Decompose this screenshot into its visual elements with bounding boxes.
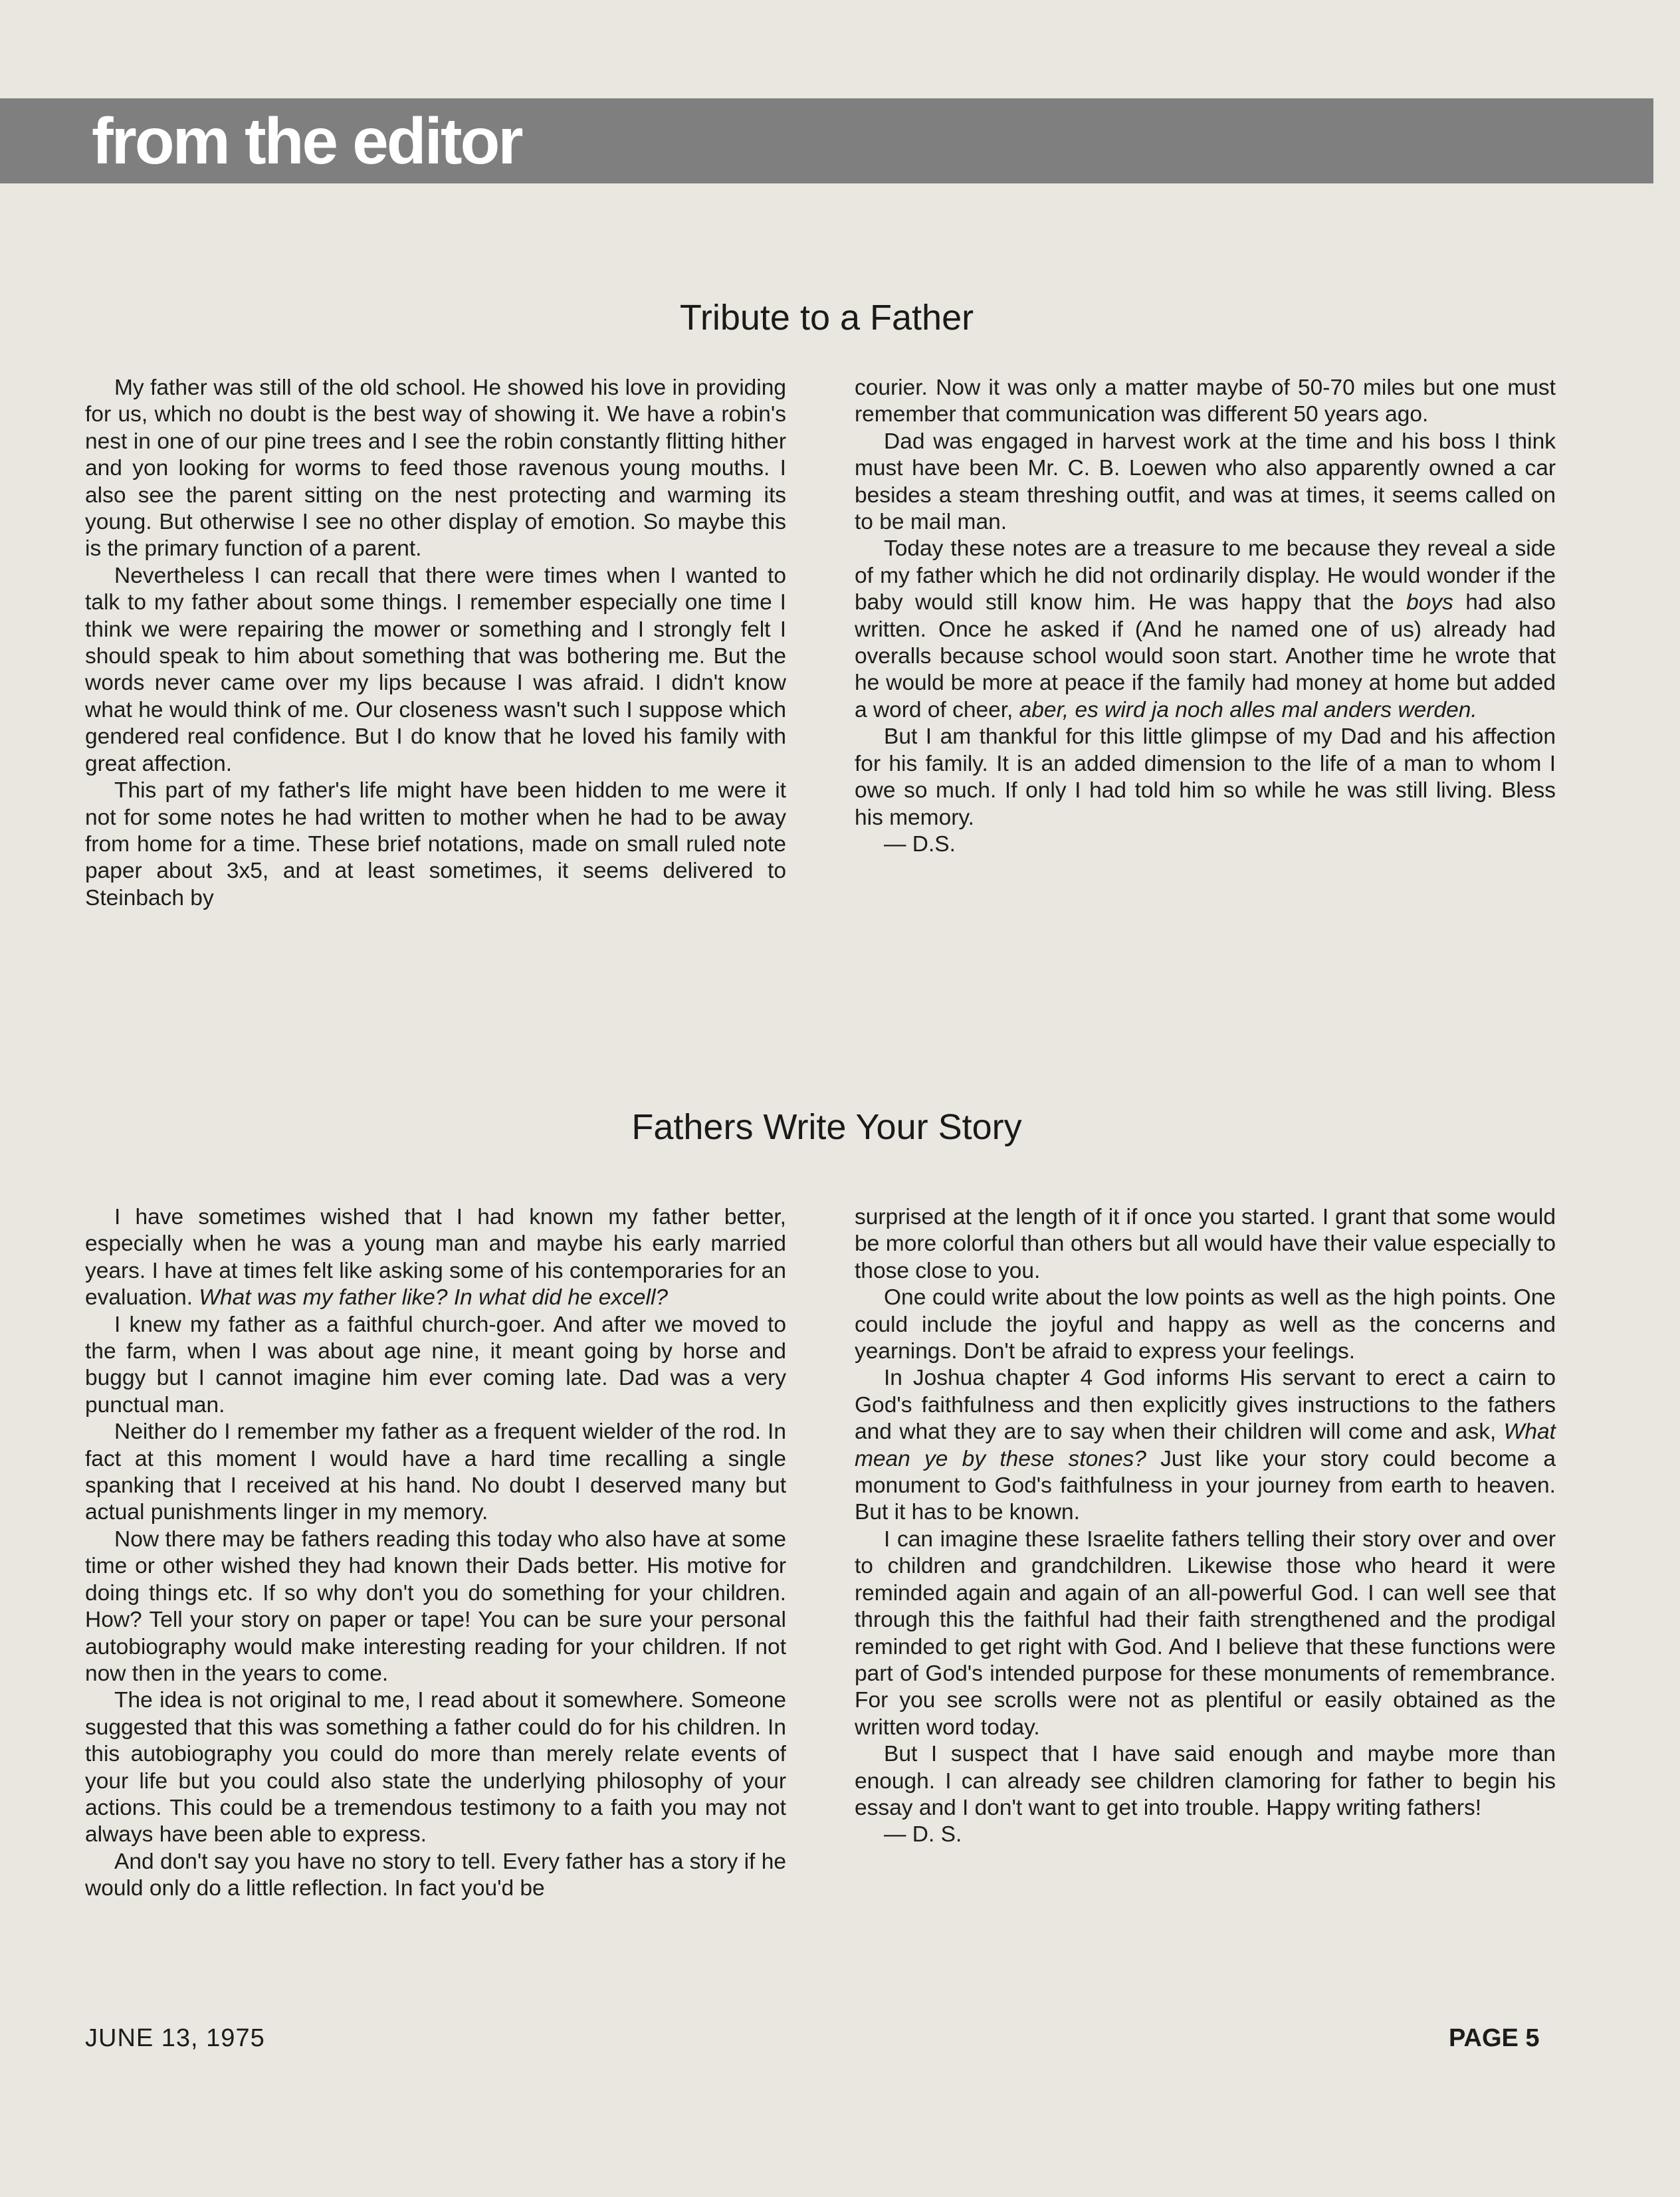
paragraph: But I am thankful for this little glimpse of my Dad and his affection for his family. It is an added dimension to the life of a man to whom I owe so much. If only I had told him so while he was still living. Bless his memory.	[855, 724, 1556, 830]
paragraph: This part of my father's life might have been hidden to me were it not for some notes he had written to mother when he had to be away from home for a time. These brief notations, made on small ruled note paper about 3x5, and at least sometimes, it seems delivered to Steinbach by	[85, 778, 786, 910]
article-title-fathers: Fathers Write Your Story	[631, 1107, 1022, 1147]
text-run: Today these notes are a treasure to me because they reveal a side of my father which he did not ordinarily display. He would wonder if the baby would still know him. He was happy that the	[855, 536, 1556, 615]
paragraph: My father was still of the old school. He showed his love in providing for us, which no doubt is the best way of showing it. We have a robin's nest in one of our pine trees and I see the robin constantly flitting hither and yon looking for worms to feed those ravenous young mouths. I also see the parent sitting on the nest protecting and warming its young. But otherwise I see no other display of emotion. So maybe this is the primary function of a parent.	[85, 375, 786, 562]
paragraph: courier. Now it was only a matter maybe of 50-70 miles but one must remember that communication was different 50 years ago.	[855, 375, 1556, 427]
paragraph: surprised at the length of it if once you started. I grant that some would be more colorful than others but all would have their value especially to those close to you.	[855, 1205, 1556, 1283]
paragraph: One could write about the low points as well as the high points. One could include the joyful and happy as well as the concerns and yearnings. Don't be afraid to express your feelings.	[855, 1285, 1556, 1364]
italic-text: What mean ye by these stones?	[855, 1419, 1556, 1471]
article-title-tribute: Tribute to a Father	[679, 298, 974, 338]
paragraph: And don't say you have no story to tell. Every father has a story if he would only do a little reflection. In fact you'd be	[85, 1849, 786, 1901]
article2-right-column	[855, 1204, 1556, 1849]
article2-left-column	[85, 1204, 786, 1903]
text-run: Just like your story could become a monument to God's faithfulness in your journey from earth to heaven. But it has to be known.	[855, 1446, 1556, 1525]
italic-text: boys	[1406, 590, 1453, 615]
footer-date: JUNE 13, 1975	[85, 2024, 265, 2052]
paragraph: The idea is not original to me, I read about it somewhere. Someone suggested that this was something a father could do for his children. In this autobiography you could do more than merely relate events of your life but you could also state the underlying philosophy of your actions. This could be a tremendous testimony to a faith you may not always have been able to express.	[85, 1688, 786, 1847]
paragraph: Now there may be fathers reading this today who also have at some time or other wished they had known their Dads better. His motive for doing things etc. If so why don't you do something for your children. How? Tell your story on paper or tape! You can be sure your personal autobiography would make interesting reading for your children. If not now then in the years to come.	[85, 1526, 786, 1686]
signature: — D.S.	[884, 831, 956, 857]
paragraph	[855, 1365, 1556, 1526]
italic-text: What was my father like? In what did he excell?	[199, 1285, 669, 1310]
italic-text: aber, es wird ja noch alles mal anders werden.	[1019, 697, 1477, 722]
paragraph: I can imagine these Israelite fathers telling their story over and over to children and grandchildren. Likewise those who heard it were reminded again and again of an all-powerful God. I can well see that through this the faithful had their faith strengthened and the prodigal reminded to get right with God. And I believe that these functions were part of God's intended purpose for these monuments of remembrance. For you see scrolls were not as plentiful or easily obtained as the written word today.	[855, 1526, 1556, 1740]
footer-page-number: PAGE 5	[1449, 2024, 1540, 2052]
paragraph: But I suspect that I have said enough and maybe more than enough. I can already see children clamoring for father to begin his essay and I don't want to get into trouble. Happy writing fathers!	[855, 1742, 1556, 1820]
article1-right-column	[855, 375, 1556, 858]
section-banner	[0, 98, 1653, 183]
paragraph: Nevertheless I can recall that there were times when I wanted to talk to my father about some things. I remember especially one time I think we were repairing the mower or something and I strongly felt I should speak to him about something that was bothering me. But the words never came over my lips because I was afraid. I didn't know what he would think of me. Our closeness wasn't such I suppose which gendered real confidence. But I do know that he loved his family with great affection.	[85, 563, 786, 776]
paragraph	[855, 536, 1556, 724]
paragraph: I knew my father as a faithful church-goer. And after we moved to the farm, when I was about age nine, it meant going by horse and buggy but I cannot imagine him ever coming late. Dad was a very punctual man.	[85, 1312, 786, 1417]
paragraph: Neither do I remember my father as a frequent wielder of the rod. In fact at this moment I would have a hard time recalling a single spanking that I received at his hand. No doubt I deserved many but actual punishments linger in my memory.	[85, 1419, 786, 1525]
article1-left-column	[85, 375, 786, 912]
paragraph: Dad was engaged in harvest work at the time and his boss I think must have been Mr. C. B. Loewen who also apparently owned a car besides a steam threshing outfit, and was at times, it seems called on to be mail man.	[855, 429, 1556, 535]
signature: — D. S.	[884, 1822, 962, 1847]
section-title: from the editor	[92, 104, 522, 177]
paragraph	[85, 1204, 786, 1312]
text-run: had also written. Once he asked if (And he named one of us) already had overalls because school would soon start. Another time he wrote that he would be more at peace if the family had money at home but added a word of cheer,	[855, 590, 1556, 722]
text-run: I have sometimes wished that I had known my father better, especially when he was a young man and maybe his early married years. I have at times felt like asking some of his contemporaries for an evaluation.	[85, 1205, 786, 1310]
text-run: In Joshua chapter 4 God informs His servant to erect a cairn to God's faithfulness and then explicitly gives instructions to the fathers and what they are to say when their children will come and ask,	[855, 1366, 1556, 1445]
